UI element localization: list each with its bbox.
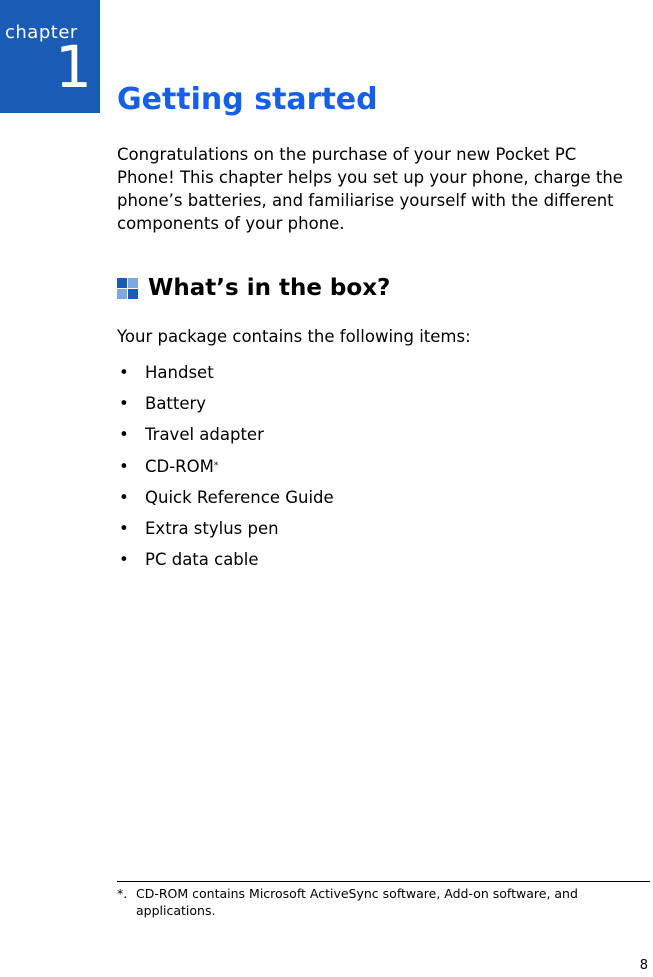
chapter-label: chapter	[5, 22, 78, 43]
item-label: Battery	[145, 394, 207, 414]
item-label: Travel adapter	[145, 425, 264, 445]
section-title: What’s in the box?	[148, 275, 391, 301]
item-label: CD-ROM	[145, 456, 214, 476]
footnote-text-line2: applications.	[136, 903, 216, 918]
footnote-number: *.	[117, 886, 128, 901]
bullet: •	[119, 363, 129, 383]
list-item	[117, 419, 334, 450]
item-label: Quick Reference Guide	[145, 487, 334, 507]
footnote	[117, 885, 652, 919]
footnote-divider	[117, 881, 650, 882]
item-label: Extra stylus pen	[145, 519, 279, 539]
page-title: Getting started	[117, 82, 378, 117]
bullet: •	[119, 425, 129, 445]
footnote-text-line1: CD-ROM contains Microsoft ActiveSync software, Add-on software, and	[136, 886, 578, 901]
list-item	[117, 388, 334, 419]
list-item: • CD-ROM *	[119, 456, 219, 476]
item-label: PC data cable	[145, 550, 259, 570]
package-lead-text: Your package contains the following items:	[117, 327, 471, 346]
grid-squares-icon	[117, 278, 138, 299]
list-item	[117, 357, 334, 388]
list-item	[117, 513, 334, 544]
chapter-number: 1	[55, 33, 92, 101]
section-heading	[117, 275, 390, 301]
bullet: •	[119, 519, 129, 539]
list-item	[117, 544, 334, 575]
bullet: •	[119, 550, 129, 570]
page-number: 8	[639, 958, 648, 973]
chapter-tab	[0, 0, 100, 113]
list-item	[117, 482, 334, 513]
item-label: Handset	[145, 363, 214, 383]
bullet: •	[119, 487, 129, 507]
bullet: •	[119, 394, 129, 414]
bullet: •	[119, 456, 129, 476]
intro-paragraph: Congratulations on the purchase of your new Pocket PC Phone! This chapter helps you set up your phone, charge the phone’s batteries, and familiarise yourself with the different components of your phone.	[117, 145, 623, 233]
package-items-list	[117, 357, 334, 575]
